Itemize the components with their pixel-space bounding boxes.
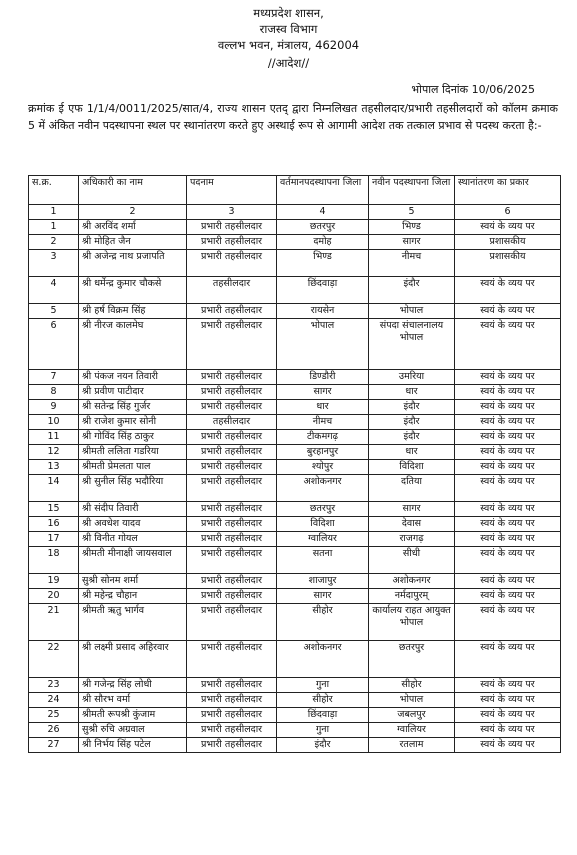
officer-name-cell: श्रीमती रूपश्री कुंजाम — [79, 708, 187, 723]
serial-cell: 14 — [29, 475, 79, 502]
designation-cell: प्रभारी तहसीलदार — [187, 304, 277, 319]
new-district-cell: इंदौर — [369, 415, 455, 430]
transfer-type-cell: स्वयं के व्यय पर — [455, 589, 561, 604]
designation-cell: प्रभारी तहसीलदार — [187, 475, 277, 502]
new-district-cell: भोपाल — [369, 304, 455, 319]
new-district-cell: इंदौर — [369, 277, 455, 304]
current-district-cell: भिण्ड — [277, 250, 369, 277]
serial-cell: 13 — [29, 460, 79, 475]
header-dept-name: राजस्व विभाग — [259, 22, 318, 36]
transfer-type-cell: स्वयं के व्यय पर — [455, 445, 561, 460]
table-row — [29, 385, 561, 400]
new-district-cell: छतरपुर — [369, 641, 455, 678]
header-officer-name: अधिकारी का नाम — [79, 176, 187, 205]
serial-cell: 18 — [29, 547, 79, 574]
serial-cell: 23 — [29, 678, 79, 693]
new-district-cell: भोपाल — [369, 693, 455, 708]
officer-name-cell: श्री अजेन्द्र नाथ प्रजापति — [79, 250, 187, 277]
column-number: 1 — [29, 205, 79, 220]
serial-cell: 12 — [29, 445, 79, 460]
table-row — [29, 574, 561, 589]
designation-cell: प्रभारी तहसीलदार — [187, 385, 277, 400]
current-district-cell: छतरपुर — [277, 502, 369, 517]
table-row — [29, 502, 561, 517]
new-district-cell: ग्वालियर — [369, 723, 455, 738]
table-row — [29, 693, 561, 708]
designation-cell: प्रभारी तहसीलदार — [187, 641, 277, 678]
officer-name-cell: श्री महेन्द्र चौहान — [79, 589, 187, 604]
designation-cell: प्रभारी तहसीलदार — [187, 574, 277, 589]
officer-name-cell: श्री राजेश कुमार सोनी — [79, 415, 187, 430]
transfer-type-cell: स्वयं के व्यय पर — [455, 370, 561, 385]
serial-cell: 15 — [29, 502, 79, 517]
officer-name-cell: श्री संदीप तिवारी — [79, 502, 187, 517]
new-district-cell: सीधी — [369, 547, 455, 574]
new-district-cell: धार — [369, 385, 455, 400]
table-row — [29, 738, 561, 753]
transfer-type-cell: स्वयं के व्यय पर — [455, 220, 561, 235]
serial-cell: 25 — [29, 708, 79, 723]
table-row — [29, 415, 561, 430]
designation-cell: प्रभारी तहसीलदार — [187, 445, 277, 460]
officer-name-cell: सुश्री रुचि अग्रवाल — [79, 723, 187, 738]
column-number: 6 — [455, 205, 561, 220]
serial-cell: 7 — [29, 370, 79, 385]
designation-cell: प्रभारी तहसीलदार — [187, 370, 277, 385]
transfer-type-cell: स्वयं के व्यय पर — [455, 475, 561, 502]
current-district-cell: सीहोर — [277, 693, 369, 708]
header-department: मध्यप्रदेश शासन, — [253, 6, 324, 20]
officer-name-cell: सुश्री सोनम शर्मा — [79, 574, 187, 589]
officer-name-cell: श्री गजेन्द्र सिंह लोधी — [79, 678, 187, 693]
new-district-cell: इंदौर — [369, 430, 455, 445]
table-row — [29, 475, 561, 502]
current-district-cell: अशोकनगर — [277, 641, 369, 678]
table-row — [29, 604, 561, 641]
table-header-row — [29, 176, 561, 205]
designation-cell: प्रभारी तहसीलदार — [187, 604, 277, 641]
officer-name-cell: श्री गोविंद सिंह ठाकुर — [79, 430, 187, 445]
header-designation: पदनाम — [187, 176, 277, 205]
table-row — [29, 517, 561, 532]
officer-name-cell: श्री नीरज कालमेघ — [79, 319, 187, 370]
transfer-type-cell: स्वयं के व्यय पर — [455, 693, 561, 708]
current-district-cell: सतना — [277, 547, 369, 574]
serial-cell: 22 — [29, 641, 79, 678]
table-row — [29, 370, 561, 385]
designation-cell: प्रभारी तहसीलदार — [187, 693, 277, 708]
current-district-cell: गुना — [277, 723, 369, 738]
transfer-type-cell: स्वयं के व्यय पर — [455, 415, 561, 430]
current-district-cell: बुरहानपुर — [277, 445, 369, 460]
current-district-cell: छिंदवाड़ा — [277, 277, 369, 304]
current-district-cell: गुना — [277, 678, 369, 693]
table-body — [29, 220, 561, 753]
new-district-cell: रतलाम — [369, 738, 455, 753]
transfer-type-cell: स्वयं के व्यय पर — [455, 385, 561, 400]
new-district-cell: सागर — [369, 502, 455, 517]
new-district-cell: देवास — [369, 517, 455, 532]
new-district-cell: दतिया — [369, 475, 455, 502]
current-district-cell: दमोह — [277, 235, 369, 250]
transfer-table — [28, 175, 561, 753]
new-district-cell: इंदौर — [369, 400, 455, 415]
current-district-cell: नीमच — [277, 415, 369, 430]
officer-name-cell: श्रीमती ऋतु भार्गव — [79, 604, 187, 641]
column-number: 4 — [277, 205, 369, 220]
new-district-cell: भिण्ड — [369, 220, 455, 235]
officer-name-cell: श्री लक्ष्मी प्रसाद अहिरवार — [79, 641, 187, 678]
table-row — [29, 250, 561, 277]
current-district-cell: ग्वालियर — [277, 532, 369, 547]
officer-name-cell: श्री हर्ष विक्रम सिंह — [79, 304, 187, 319]
transfer-type-cell: प्रशासकीय — [455, 250, 561, 277]
transfer-type-cell: स्वयं के व्यय पर — [455, 547, 561, 574]
table-row — [29, 460, 561, 475]
designation-cell: प्रभारी तहसीलदार — [187, 708, 277, 723]
new-district-cell: सागर — [369, 235, 455, 250]
transfer-type-cell: स्वयं के व्यय पर — [455, 517, 561, 532]
table-row — [29, 400, 561, 415]
transfer-type-cell: स्वयं के व्यय पर — [455, 277, 561, 304]
transfer-type-cell: स्वयं के व्यय पर — [455, 574, 561, 589]
table-row — [29, 589, 561, 604]
officer-name-cell: श्री मोहित जैन — [79, 235, 187, 250]
table-row — [29, 304, 561, 319]
serial-cell: 10 — [29, 415, 79, 430]
current-district-cell: सागर — [277, 385, 369, 400]
table-row — [29, 235, 561, 250]
serial-cell: 17 — [29, 532, 79, 547]
serial-cell: 3 — [29, 250, 79, 277]
transfer-type-cell: स्वयं के व्यय पर — [455, 723, 561, 738]
new-district-cell: विदिशा — [369, 460, 455, 475]
officer-name-cell: श्री सुनील सिंह भदौरिया — [79, 475, 187, 502]
officer-name-cell: श्री निर्भय सिंह पटेल — [79, 738, 187, 753]
transfer-type-cell: स्वयं के व्यय पर — [455, 502, 561, 517]
transfer-type-cell: स्वयं के व्यय पर — [455, 678, 561, 693]
officer-name-cell: श्री विनीत गोयल — [79, 532, 187, 547]
new-district-cell: नर्मदापुरम् — [369, 589, 455, 604]
designation-cell: प्रभारी तहसीलदार — [187, 723, 277, 738]
transfer-type-cell: स्वयं के व्यय पर — [455, 604, 561, 641]
designation-cell: प्रभारी तहसीलदार — [187, 532, 277, 547]
new-district-cell: सीहोर — [369, 678, 455, 693]
designation-cell: प्रभारी तहसीलदार — [187, 400, 277, 415]
officer-name-cell: श्री सतेन्द्र सिंह गुर्जर — [79, 400, 187, 415]
header-transfer-type: स्थानांतरण का प्रकार — [455, 176, 561, 205]
officer-name-cell: श्री अरविंद शर्मा — [79, 220, 187, 235]
new-district-cell: कार्यालय राहत आयुक्त भोपाल — [369, 604, 455, 641]
serial-cell: 6 — [29, 319, 79, 370]
new-district-cell: नीमच — [369, 250, 455, 277]
designation-cell: तहसीलदार — [187, 415, 277, 430]
serial-cell: 5 — [29, 304, 79, 319]
designation-cell: प्रभारी तहसीलदार — [187, 738, 277, 753]
transfer-type-cell: स्वयं के व्यय पर — [455, 319, 561, 370]
transfer-type-cell: स्वयं के व्यय पर — [455, 400, 561, 415]
officer-name-cell: श्रीमती ललिता गडरिया — [79, 445, 187, 460]
current-district-cell: छिंदवाड़ा — [277, 708, 369, 723]
table-row — [29, 532, 561, 547]
designation-cell: प्रभारी तहसीलदार — [187, 517, 277, 532]
officer-name-cell: श्री पंकज नयन तिवारी — [79, 370, 187, 385]
column-number: 5 — [369, 205, 455, 220]
serial-cell: 19 — [29, 574, 79, 589]
officer-name-cell: श्री अवधेश यादव — [79, 517, 187, 532]
transfer-type-cell: स्वयं के व्यय पर — [455, 641, 561, 678]
new-district-cell: जबलपुर — [369, 708, 455, 723]
table-row — [29, 277, 561, 304]
current-district-cell: भोपाल — [277, 319, 369, 370]
transfer-type-cell: प्रशासकीय — [455, 235, 561, 250]
designation-cell: प्रभारी तहसीलदार — [187, 678, 277, 693]
serial-cell: 26 — [29, 723, 79, 738]
designation-cell: प्रभारी तहसीलदार — [187, 250, 277, 277]
table-row — [29, 708, 561, 723]
current-district-cell: इंदौर — [277, 738, 369, 753]
serial-cell: 11 — [29, 430, 79, 445]
current-district-cell: धार — [277, 400, 369, 415]
designation-cell: प्रभारी तहसीलदार — [187, 502, 277, 517]
column-number: 3 — [187, 205, 277, 220]
officer-name-cell: श्रीमती मीनाक्षी जायसवाल — [79, 547, 187, 574]
current-district-cell: सागर — [277, 589, 369, 604]
current-district-cell: डिण्डौरी — [277, 370, 369, 385]
serial-cell: 1 — [29, 220, 79, 235]
officer-name-cell: श्री धर्मेन्द्र कुमार चौकसे — [79, 277, 187, 304]
transfer-type-cell: स्वयं के व्यय पर — [455, 430, 561, 445]
new-district-cell: संपदा संचालनालय भोपाल — [369, 319, 455, 370]
designation-cell: प्रभारी तहसीलदार — [187, 430, 277, 445]
header-current-district: वर्तमानपदस्थापना जिला — [277, 176, 369, 205]
serial-cell: 9 — [29, 400, 79, 415]
officer-name-cell: श्री सौरभ वर्मा — [79, 693, 187, 708]
designation-cell: प्रभारी तहसीलदार — [187, 589, 277, 604]
table-row — [29, 678, 561, 693]
table-row — [29, 430, 561, 445]
header-new-district: नवीन पदस्थापना जिला — [369, 176, 455, 205]
current-district-cell: सीहोर — [277, 604, 369, 641]
serial-cell: 4 — [29, 277, 79, 304]
designation-cell: तहसीलदार — [187, 277, 277, 304]
serial-cell: 16 — [29, 517, 79, 532]
new-district-cell: धार — [369, 445, 455, 460]
transfer-type-cell: स्वयं के व्यय पर — [455, 708, 561, 723]
order-paragraph: क्रमांक ई एफ 1/1/4/0011/2025/सात/4, राज्य शासन एतद् द्वारा निम्नलिखत तहसीलदार/प्रभारी तहसीलदारों को कॉलम क्रमाक 5 में अंकित नवीन पदस्थापना स्थल पर स्थानांतरण करते हुए अस्थाई रूप से आगामी आदेश तक तत्काल प्रभाव से पदस्थ करता है:- — [28, 102, 558, 132]
serial-cell: 2 — [29, 235, 79, 250]
current-district-cell: श्योपुर — [277, 460, 369, 475]
serial-cell: 24 — [29, 693, 79, 708]
header-serial: स.क्र. — [29, 176, 79, 205]
transfer-type-cell: स्वयं के व्यय पर — [455, 460, 561, 475]
designation-cell: प्रभारी तहसीलदार — [187, 235, 277, 250]
current-district-cell: रायसेन — [277, 304, 369, 319]
header-address: वल्लभ भवन, मंत्रालय, 462004 — [217, 38, 360, 52]
current-district-cell: विदिशा — [277, 517, 369, 532]
column-number: 2 — [79, 205, 187, 220]
new-district-cell: अशोकनगर — [369, 574, 455, 589]
table-row — [29, 445, 561, 460]
serial-cell: 20 — [29, 589, 79, 604]
column-number-row — [29, 205, 561, 220]
designation-cell: प्रभारी तहसीलदार — [187, 547, 277, 574]
officer-name-cell: श्रीमती प्रेमलता पाल — [79, 460, 187, 475]
transfer-type-cell: स्वयं के व्यय पर — [455, 304, 561, 319]
table-row — [29, 641, 561, 678]
table-row — [29, 723, 561, 738]
table-row — [29, 547, 561, 574]
current-district-cell: अशोकनगर — [277, 475, 369, 502]
transfer-type-cell: स्वयं के व्यय पर — [455, 738, 561, 753]
new-district-cell: उमरिया — [369, 370, 455, 385]
officer-name-cell: श्री प्रवीण पाटीदार — [79, 385, 187, 400]
order-date: भोपाल दिनांक 10/06/2025 — [411, 83, 535, 96]
current-district-cell: टीकमगढ़ — [277, 430, 369, 445]
current-district-cell: छतरपुर — [277, 220, 369, 235]
table-row — [29, 220, 561, 235]
current-district-cell: शाजापुर — [277, 574, 369, 589]
new-district-cell: राजगढ़ — [369, 532, 455, 547]
serial-cell: 21 — [29, 604, 79, 641]
serial-cell: 27 — [29, 738, 79, 753]
designation-cell: प्रभारी तहसीलदार — [187, 319, 277, 370]
table-row — [29, 319, 561, 370]
header-order-title: //आदेश// — [267, 56, 310, 70]
serial-cell: 8 — [29, 385, 79, 400]
designation-cell: प्रभारी तहसीलदार — [187, 220, 277, 235]
designation-cell: प्रभारी तहसीलदार — [187, 460, 277, 475]
transfer-type-cell: स्वयं के व्यय पर — [455, 532, 561, 547]
